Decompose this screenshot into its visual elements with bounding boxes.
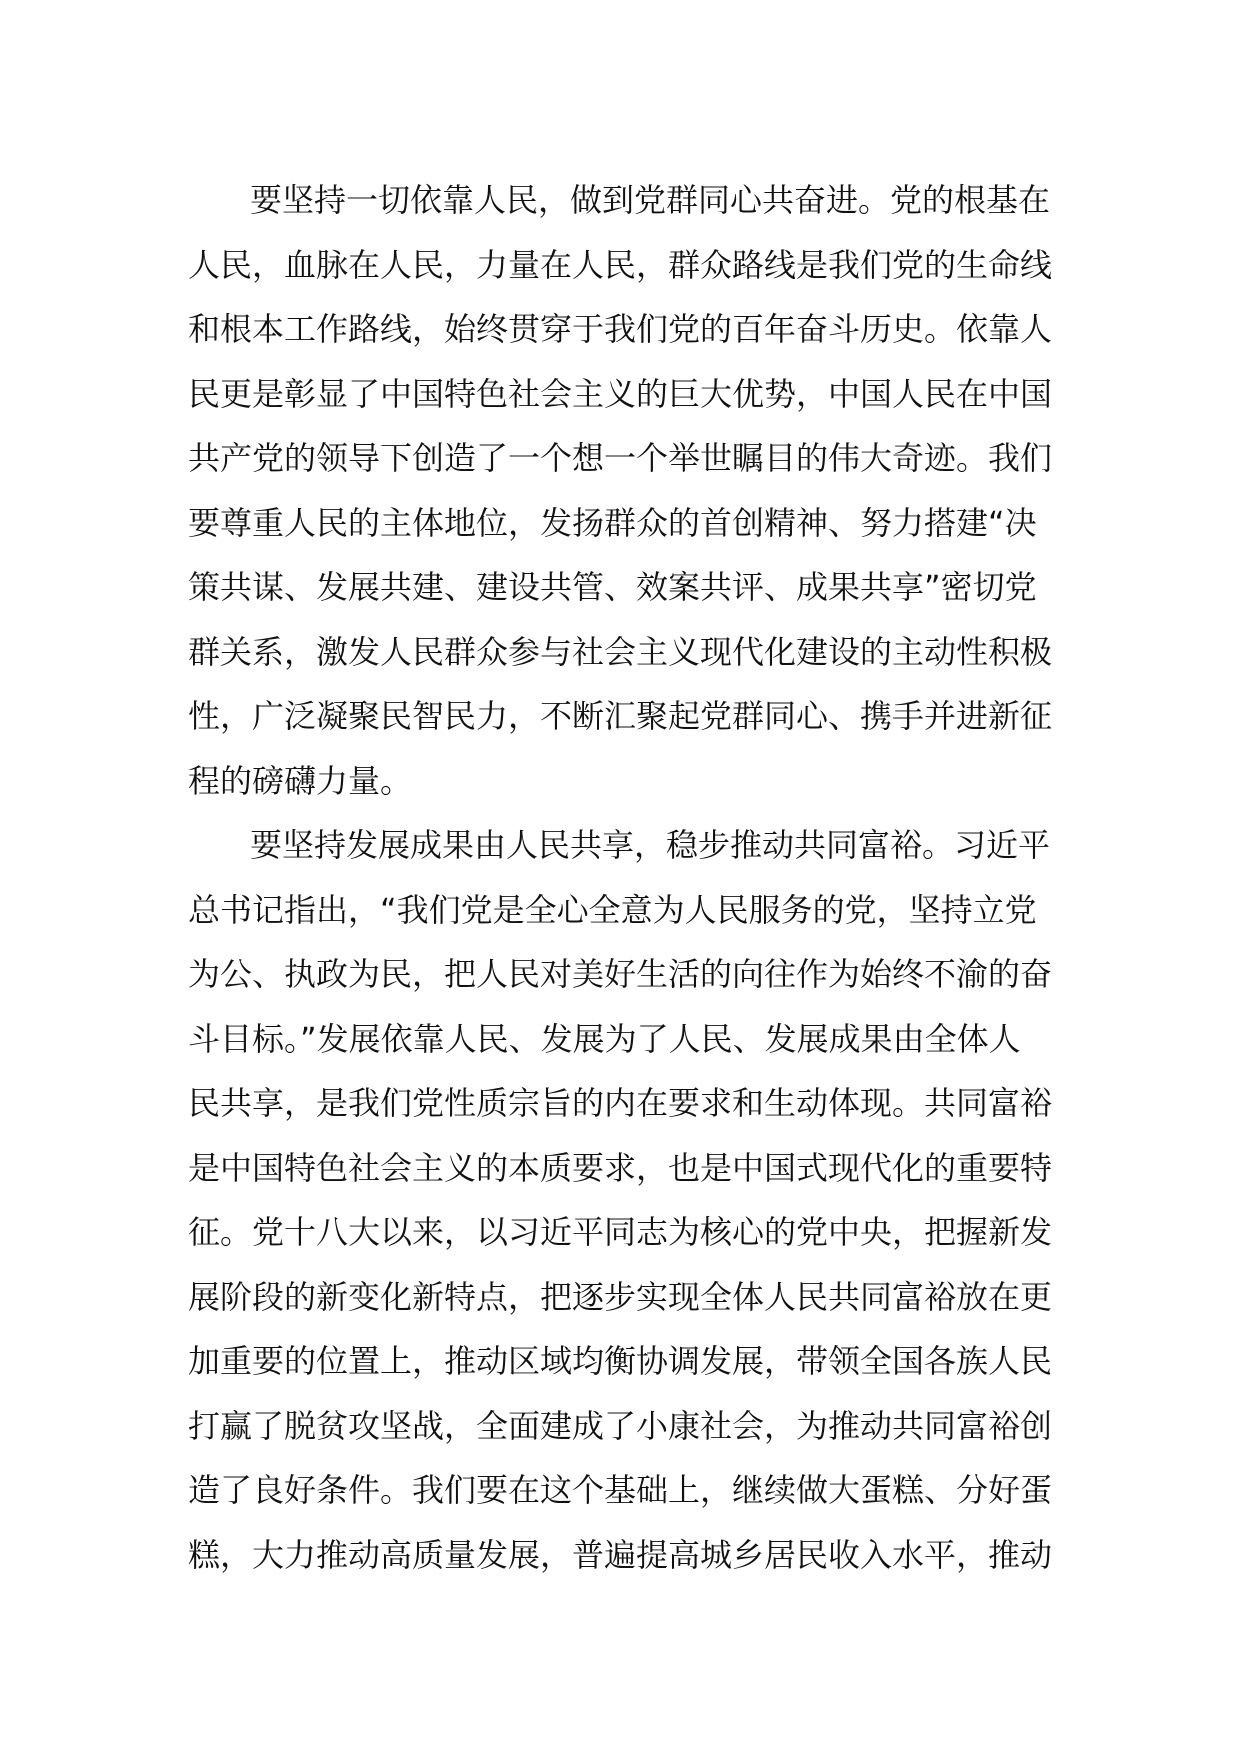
paragraph-1 [188, 168, 1058, 813]
text-line: 展阶段的新变化新特点，把逐步实现全体人民共同富裕放在更 [188, 1277, 1053, 1316]
text-line: 要尊重人民的主体地位，发扬群众的首创精神、努力搭建“决 [188, 503, 1037, 542]
text-line: 共产党的领导下创造了一个想一个举世瞩目的伟大奇迹。我们 [188, 439, 1053, 477]
text-line: 是中国特色社会主义的本质要求，也是中国式现代化的重要特 [188, 1148, 1053, 1187]
text-line: 造了良好条件。我们要在这个基础上，继续做大蛋糕、分好蛋 [188, 1471, 1053, 1509]
text-line: 人民，血脉在人民，力量在人民，群众路线是我们党的生命线 [188, 245, 1053, 284]
text-line: 群关系，激发人民群众参与社会主义现代化建设的主动性积极 [188, 632, 1053, 671]
text-line: 和根本工作路线，始终贯穿于我们党的百年奋斗历史。依靠人 [188, 310, 1053, 348]
text-line: 策共谋、发展共建、建设共管、效案共评、成果共享”密切党 [188, 568, 1037, 606]
text-line: 糕，大力推动高质量发展，普遍提高城乡居民收入水平，推动 [188, 1535, 1053, 1574]
text-line: 总书记指出，“我们党是全心全意为人民服务的党，坚持立党 [188, 890, 1037, 929]
text-line: 打赢了脱贫攻坚战，全面建成了小康社会，为推动共同富裕创 [188, 1406, 1053, 1445]
text-line: 性，广泛凝聚民智民力，不断汇聚起党群同心、携手并进新征 [188, 697, 1053, 735]
body-text [188, 168, 1058, 1587]
text-line: 民共享，是我们党性质宗旨的内在要求和生动体现。共同富裕 [188, 1084, 1053, 1122]
text-line: 征。党十八大以来，以习近平同志为核心的党中央，把握新发 [188, 1213, 1053, 1251]
paragraph-2 [188, 813, 1058, 1587]
text-line: 斗目标。”发展依靠人民、发展为了人民、发展成果由全体人 [188, 1019, 1021, 1058]
text-line: 程的磅礴力量。 [188, 761, 413, 800]
text-line: 民更是彰显了中国特色社会主义的巨大优势，中国人民在中国 [188, 374, 1053, 413]
text-line: 要坚持发展成果由人民共享，稳步推动共同富裕。习近平 [250, 826, 1051, 864]
text-line: 为公、执政为民，把人民对美好生活的向往作为始终不渝的奋 [188, 955, 1053, 993]
text-line: 加重要的位置上，推动区域均衡协调发展，带领全国各族人民 [188, 1342, 1053, 1380]
text-line: 要坚持一切依靠人民，做到党群同心共奋进。党的根基在 [250, 181, 1051, 219]
